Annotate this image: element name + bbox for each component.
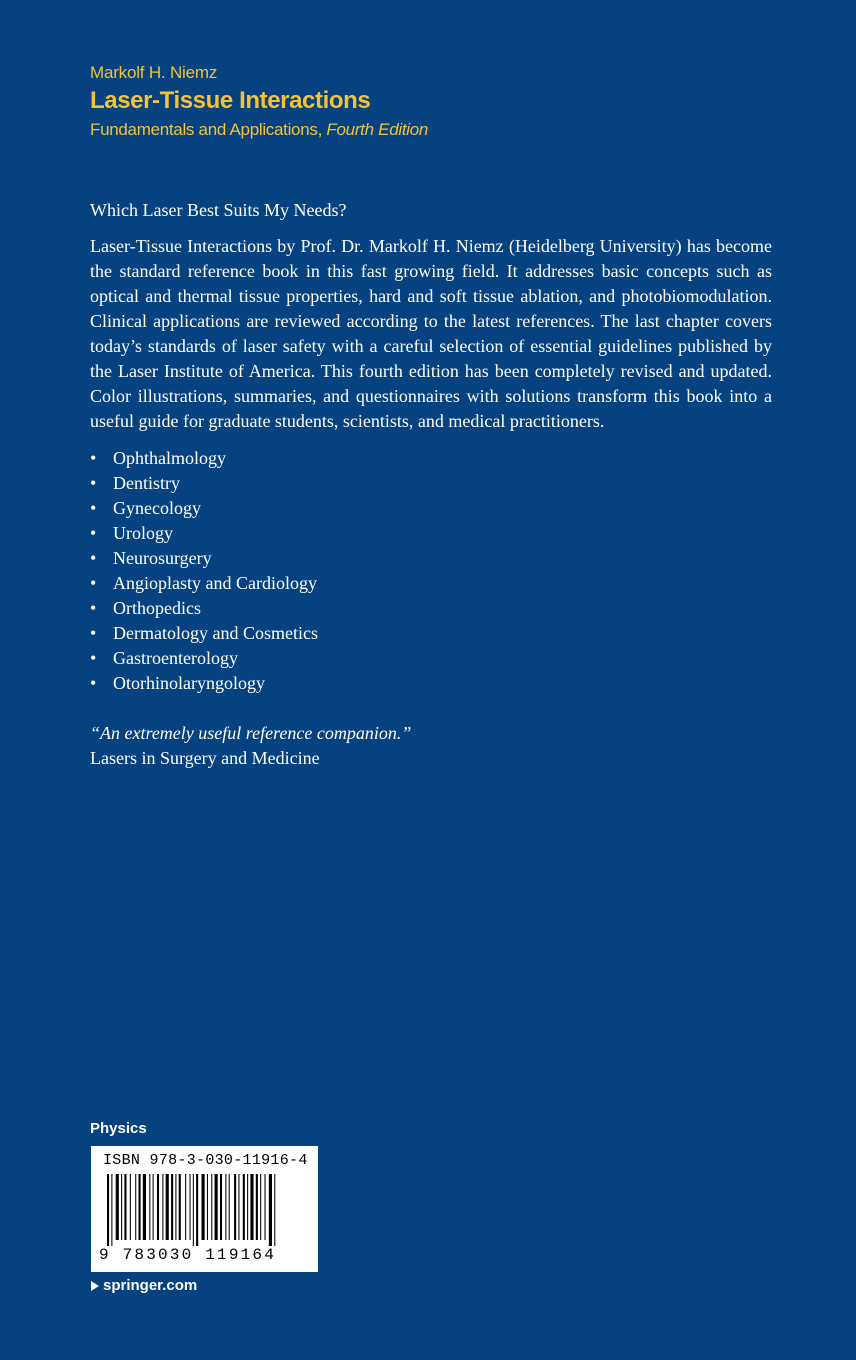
barcode-bar — [202, 1174, 205, 1240]
barcode-bar — [234, 1174, 236, 1240]
bullet-icon: • — [90, 623, 97, 643]
bullet-icon: • — [90, 673, 97, 693]
quote-source: Lasers in Surgery and Medicine — [90, 748, 320, 768]
field-label: Dentistry — [113, 473, 180, 493]
field-item — [90, 596, 772, 621]
barcode-bar — [250, 1174, 253, 1240]
field-label: Dermatology and Cosmetics — [113, 623, 318, 643]
book-description: Laser-Tissue Interactions by Prof. Dr. Markolf H. Niemz (Heidelberg University) has become the standard reference book in this fast growing field. It addresses basic concepts such as optical and thermal tissue properties, hard and soft tissue ablation, and photobiomodulation. Clinical applications are reviewed according to the latest references. The last chapter covers today’s standards of laser safety with a careful selection of essential guidelines published by the Laser Institute of America. This fourth edition has been completely revised and updated. Color illustrations, summaries, and questionnaires with solutions transform this book into a useful guide for graduate students, scientists, and medical practitioners. — [90, 236, 772, 431]
field-label: Urology — [113, 523, 173, 543]
barcode-bar — [220, 1174, 222, 1240]
field-label: Gastroenterology — [113, 648, 238, 668]
barcode-bar — [185, 1174, 186, 1240]
field-label: Ophthalmology — [113, 448, 226, 468]
barcode-bar — [211, 1174, 212, 1240]
subtitle-edition: Fourth Edition — [326, 120, 429, 139]
barcode-bar — [179, 1174, 181, 1240]
bullet-icon: • — [90, 498, 97, 518]
barcode-bar — [171, 1174, 173, 1240]
barcode-bar — [193, 1174, 194, 1246]
author-name: Markolf H. Niemz — [90, 63, 218, 82]
barcode-bar — [238, 1174, 239, 1240]
field-label: Angioplasty and Cardiology — [113, 573, 317, 593]
bullet-icon: • — [90, 598, 97, 618]
bullet-icon: • — [90, 448, 97, 468]
barcode-digits: 9 783030 119164 — [99, 1246, 277, 1264]
isbn-label: ISBN 978-3-030-11916-4 — [103, 1152, 308, 1169]
field-item — [90, 571, 772, 596]
bullet-icon: • — [90, 648, 97, 668]
barcode-bar — [135, 1174, 136, 1240]
book-subtitle — [90, 118, 428, 142]
barcode-bars — [107, 1174, 303, 1246]
subject-category: Physics — [90, 1120, 147, 1137]
arrow-right-icon — [91, 1281, 99, 1291]
barcode-bar — [256, 1174, 258, 1240]
barcode-bar — [153, 1174, 154, 1240]
field-label: Orthopedics — [113, 598, 201, 618]
barcode-bar — [124, 1174, 126, 1240]
barcode-bar — [121, 1174, 122, 1240]
field-item — [90, 471, 772, 496]
barcode-bar — [166, 1174, 169, 1240]
bullet-icon: • — [90, 548, 97, 568]
back-cover-text — [90, 198, 772, 771]
bullet-icon: • — [90, 573, 97, 593]
bullet-icon: • — [90, 473, 97, 493]
barcode-bar — [243, 1174, 245, 1240]
barcode-bar — [260, 1174, 261, 1240]
barcode-bar — [130, 1174, 131, 1240]
isbn-barcode — [91, 1146, 318, 1272]
barcode-bar — [269, 1174, 272, 1246]
field-item — [90, 621, 772, 646]
barcode-bar — [175, 1174, 176, 1240]
application-fields-list — [90, 446, 772, 696]
field-label: Otorhinolaryngology — [113, 673, 265, 693]
barcode-bar — [162, 1174, 163, 1240]
barcode-bar — [116, 1174, 119, 1240]
subtitle-main: Fundamentals and Applications, — [90, 120, 327, 139]
barcode-bar — [225, 1174, 226, 1240]
field-label: Gynecology — [113, 498, 201, 518]
bullet-icon: • — [90, 523, 97, 543]
book-title: Laser-Tissue Interactions — [90, 87, 371, 114]
barcode-bar — [190, 1174, 191, 1240]
barcode-bar — [111, 1174, 112, 1246]
field-item — [90, 671, 772, 696]
barcode-bar — [107, 1174, 109, 1246]
barcode-bar — [215, 1174, 218, 1240]
barcode-bar — [265, 1174, 266, 1240]
barcode-bar — [274, 1174, 275, 1246]
website-link[interactable]: springer.com — [103, 1277, 198, 1294]
review-quote — [90, 721, 772, 771]
barcode-bar — [143, 1174, 146, 1240]
publisher-website[interactable] — [91, 1277, 197, 1294]
book-header — [90, 62, 428, 142]
tagline-question: Which Laser Best Suits My Needs? — [90, 200, 347, 220]
field-item — [90, 546, 772, 571]
barcode-bar — [207, 1174, 208, 1240]
barcode-bar — [247, 1174, 248, 1240]
barcode-bar — [139, 1174, 141, 1240]
barcode-bar — [157, 1174, 159, 1240]
barcode-bar — [229, 1174, 230, 1240]
field-item — [90, 646, 772, 671]
barcode-bar — [149, 1174, 150, 1240]
field-item — [90, 521, 772, 546]
quote-text: “An extremely useful reference companion.” — [90, 723, 412, 743]
barcode-bar — [196, 1174, 198, 1246]
field-item — [90, 496, 772, 521]
field-label: Neurosurgery — [113, 548, 212, 568]
field-item — [90, 446, 772, 471]
